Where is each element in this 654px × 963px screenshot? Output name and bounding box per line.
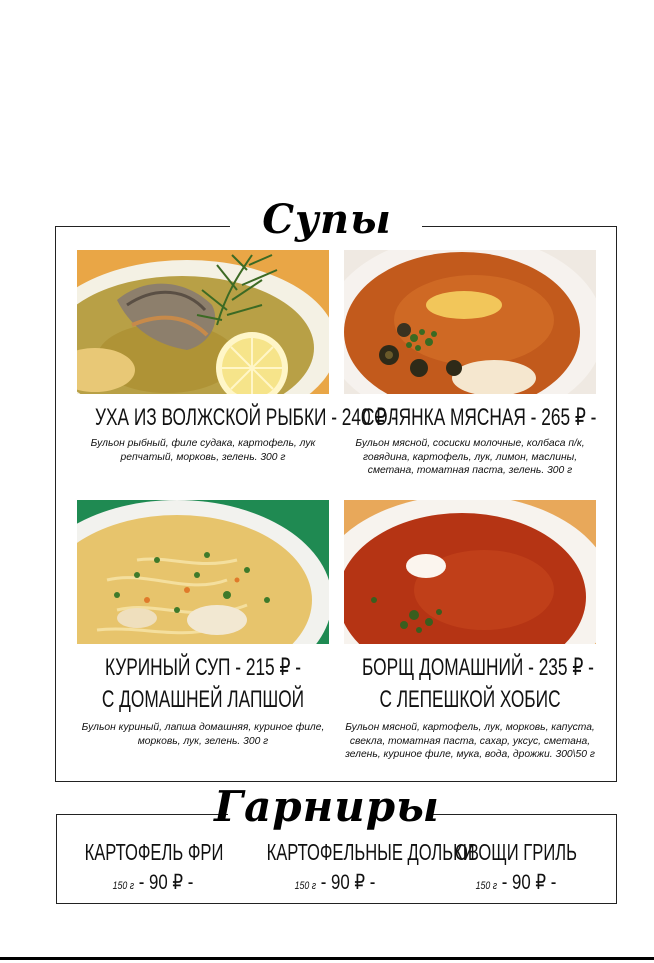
- side-price-line: [77, 870, 229, 895]
- dish-title-solyanka: СОЛЯНКА МЯСНАЯ - 265 ₽ -: [362, 404, 597, 431]
- dish-desc-borscht: Бульон мясной, картофель, лук, морковь, капуста, свекла, томатная паста, сахар, уксус, сметана, зелень, куриное филе, мука, вода, дрожжи. 300\50 г: [345, 722, 595, 760]
- side-name: КАРТОФЕЛЬНЫЕ ДОЛЬКИ: [266, 839, 475, 865]
- soups-heading: Супы: [262, 196, 392, 243]
- sides-heading: Гарниры: [214, 782, 440, 831]
- chicken-noodle-soup-photo: [77, 500, 329, 644]
- dish-title-chicken-soup: КУРИНЫЙ СУП - 215 ₽ -: [104, 654, 302, 681]
- side-name: ОВОЩИ ГРИЛЬ: [455, 839, 577, 865]
- dish-title-fish-soup: УХА ИЗ ВОЛЖСКОЙ РЫБКИ - 240 ₽ -: [94, 404, 397, 431]
- side-name: КАРТОФЕЛЬ ФРИ: [84, 839, 224, 865]
- solyanka-photo: [344, 250, 596, 394]
- dish-desc-chicken-soup: Бульон куриный, лапша домашняя, куриное филе, морковь, лук, зелень. 300 г: [81, 722, 325, 747]
- side-item-grilled-vegetables: [421, 838, 611, 895]
- dish-subtitle-borscht: С ЛЕПЕШКОЙ ХОБИС: [379, 686, 561, 713]
- dish-desc-fish-soup: Бульон рыбный, филе судака, картофель, лук репчатый, морковь, зелень. 300 г: [90, 438, 316, 463]
- side-weight: 150 г: [294, 880, 317, 892]
- side-item-wedges: [240, 838, 475, 895]
- borscht-photo: [344, 500, 596, 644]
- side-price: - 90 ₽ -: [501, 871, 557, 894]
- dish-subtitle-chicken-soup: С ДОМАШНЕЙ ЛАПШОЙ: [101, 686, 305, 713]
- side-price: - 90 ₽ -: [138, 871, 194, 894]
- dish-title-borscht: БОРЩ ДОМАШНИЙ - 235 ₽ -: [362, 654, 594, 681]
- side-weight: 150 г: [475, 880, 498, 892]
- side-price-line: [440, 870, 592, 895]
- fish-soup-photo: [77, 250, 329, 394]
- side-price: - 90 ₽ -: [320, 871, 376, 894]
- side-weight: 150 г: [112, 880, 135, 892]
- dish-desc-solyanka: Бульон мясной, сосиски молочные, колбаса п/к, говядина, картофель, лук, лимон, маслины, сметана, томатная паста, зелень. 300 г: [355, 438, 585, 476]
- side-item-fries: [58, 838, 248, 895]
- side-price-line: [259, 870, 411, 895]
- bottom-rule: [0, 957, 654, 960]
